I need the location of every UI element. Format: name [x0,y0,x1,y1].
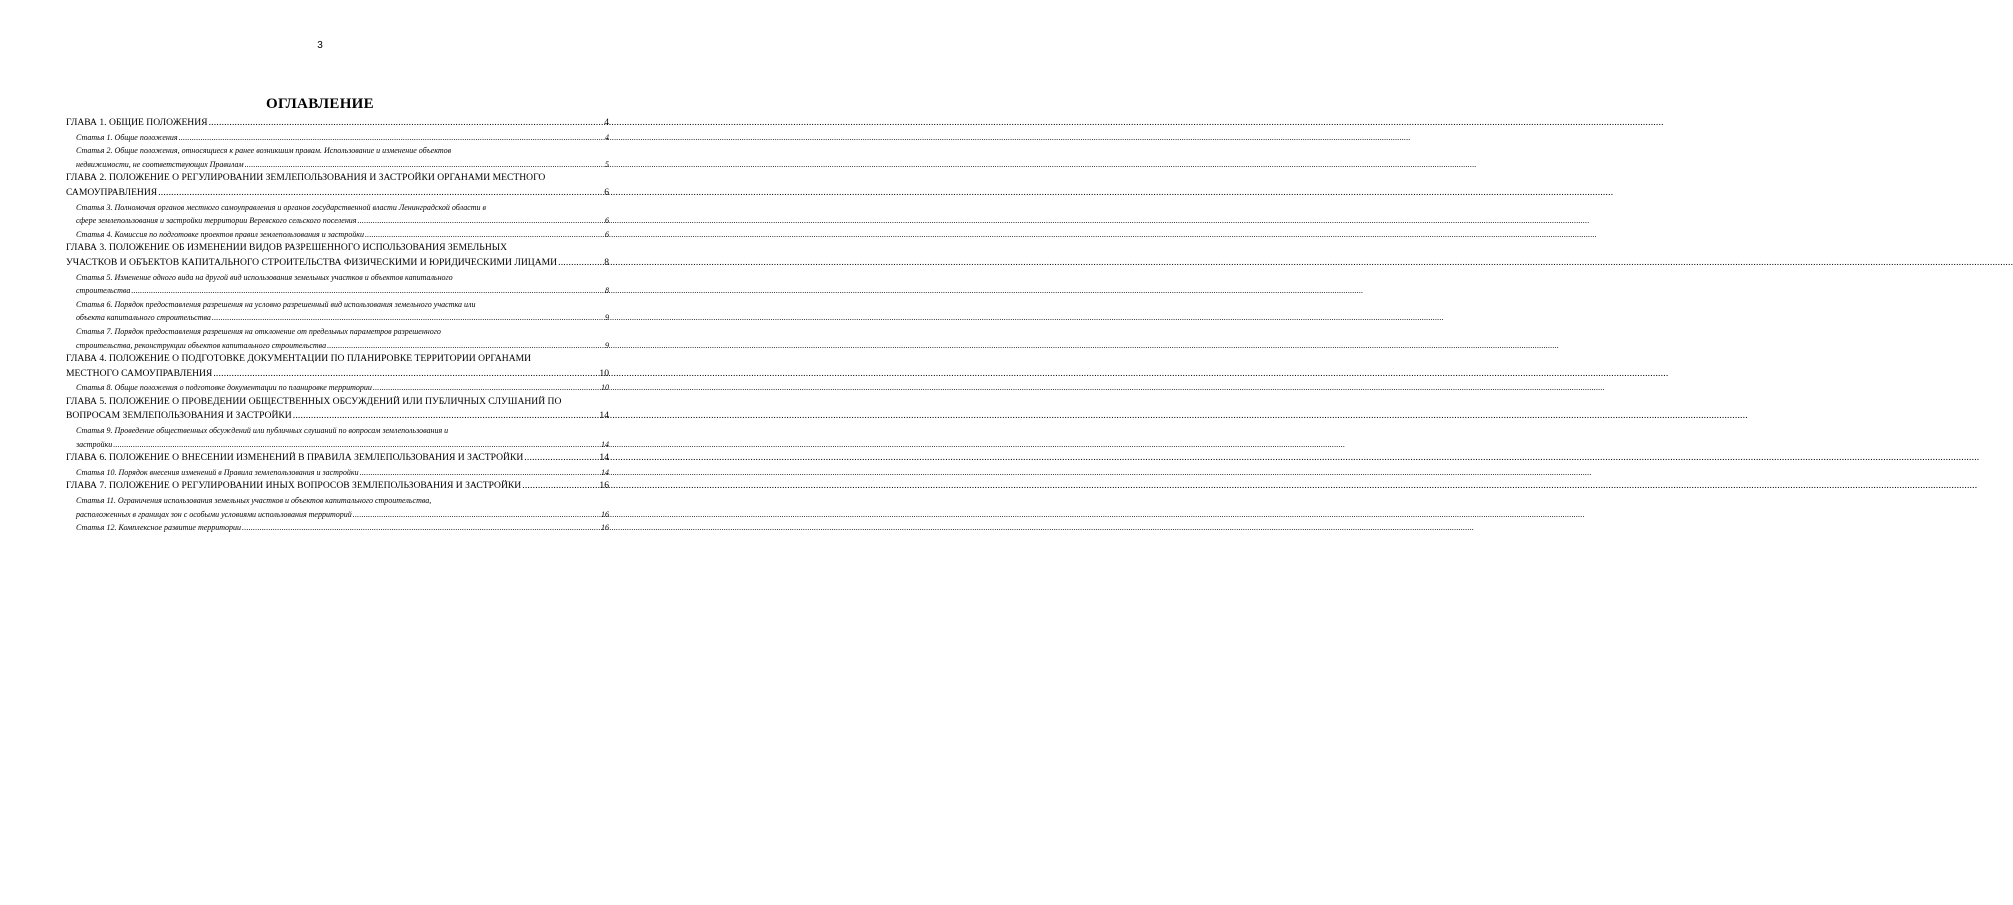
toc-entry-line: ГЛАВА 4. ПОЛОЖЕНИЕ О ПОДГОТОВКЕ ДОКУМЕНТАЦИИ ПО ПЛАНИРОВКЕ ТЕРРИТОРИИ ОРГАНАМИ [66,353,532,365]
toc-page-number: 5 [605,159,609,169]
toc-entry-line: Статья 9. Проведение общественных обсуждений или публичных слушаний по вопросам землепользования и [76,426,449,436]
toc-article-entry[interactable] [66,144,609,171]
dot-leader [242,521,600,535]
toc-chapter-entry[interactable] [66,479,609,494]
toc-chapter-entry[interactable] [66,241,609,270]
toc-entry-line: ГЛАВА 2. ПОЛОЖЕНИЕ О РЕГУЛИРОВАНИИ ЗЕМЛЕПОЛЬЗОВАНИЯ И ЗАСТРОЙКИ ОРГАНАМИ МЕСТНОГО [66,172,546,184]
toc-chapter-entry[interactable] [66,352,609,381]
toc-entry-line: Статья 3. Полномочия органов местного самоуправления и органов государственной власти Ленинградской области в [76,202,486,212]
toc-page-number: 4 [605,132,609,142]
toc-article-entry[interactable] [66,466,609,480]
toc-entry-line: Статья 7. Порядок предоставления разрешения на отклонение от предельных параметров разрешенного [76,326,441,336]
toc-entry-line: Статья 11. Ограничения использования земельных участков и объектов капитального строительства, [76,496,432,506]
toc-page-number: 6 [605,229,609,239]
dot-leader [212,311,604,325]
toc-page-number: 16 [601,523,609,533]
toc-entry-title: ГЛАВА 6. ПОЛОЖЕНИЕ О ВНЕСЕНИИ ИЗМЕНЕНИЙ В ПРАВИЛА ЗЕМЛЕПОЛЬЗОВАНИЯ И ЗАСТРОЙКИ [66,452,524,464]
toc-page-number: 9 [605,340,609,350]
toc-article-entry[interactable] [66,325,609,352]
toc-page-number: 8 [604,256,609,268]
toc-entry-title: Статья 12. Комплексное развитие территории [76,523,242,533]
dot-leader [373,381,600,395]
toc-article-entry[interactable] [66,298,609,325]
dot-leader [158,186,603,201]
toc-entry-title: расположенных в границах зон с особыми условиями использования территорий [76,509,352,519]
toc-entry-title: УЧАСТКОВ И ОБЪЕКТОВ КАПИТАЛЬНОГО СТРОИТЕЛЬСТВА ФИЗИЧЕСКИМИ И ЮРИДИЧЕСКИМИ ЛИЦАМИ [66,256,558,268]
table-of-contents [66,116,609,535]
dot-leader [213,367,598,382]
dot-leader [327,339,604,353]
toc-entry-title: строительства, реконструкции объектов капитального строительства [76,340,327,350]
toc-entry-title: Статья 4. Комиссия по подготовке проектов правил землепользования и застройки [76,229,364,239]
toc-title: ОГЛАВЛЕНИЕ [266,96,374,112]
toc-article-entry[interactable] [66,271,609,298]
toc-article-entry[interactable] [66,201,609,228]
toc-entry-title: объекта капитального строительства [76,313,211,323]
toc-entry-title: САМОУПРАВЛЕНИЯ [66,186,158,198]
toc-page-number: 14 [599,410,609,422]
page-number: 3 [317,40,323,51]
toc-page-number: 14 [601,467,609,477]
toc-entry-title: застройки [76,439,113,449]
toc-page-number: 8 [605,286,609,296]
toc-entry-title: ВОПРОСАМ ЗЕМЛЕПОЛЬЗОВАНИЯ И ЗАСТРОЙКИ [66,410,292,422]
toc-page-number: 6 [604,186,609,198]
dot-leader [558,256,603,271]
toc-article-entry[interactable] [66,131,609,145]
toc-entry-title: МЕСТНОГО САМОУПРАВЛЕНИЯ [66,367,213,379]
toc-page-number: 9 [605,313,609,323]
toc-article-entry[interactable] [66,494,609,521]
toc-article-entry[interactable] [66,228,609,242]
dot-leader [365,228,604,242]
dot-leader [113,438,600,452]
dot-leader [293,409,599,424]
toc-page-number: 10 [599,367,609,379]
toc-chapter-entry[interactable] [66,171,609,200]
toc-entry-line: ГЛАВА 5. ПОЛОЖЕНИЕ О ПРОВЕДЕНИИ ОБЩЕСТВЕННЫХ ОБСУЖДЕНИЙ ИЛИ ПУБЛИЧНЫХ СЛУШАНИЙ ПО [66,395,562,407]
toc-entry-title: строительства [76,286,131,296]
toc-chapter-entry[interactable] [66,395,609,424]
dot-leader [524,451,598,466]
toc-entry-title: недвижимости, не соответствующих Правилам [76,159,244,169]
toc-page-number: 10 [601,383,609,393]
toc-entry-title: Статья 8. Общие положения о подготовке документации по планировке территории [76,383,372,393]
toc-article-entry[interactable] [66,424,609,451]
toc-article-entry[interactable] [66,521,609,535]
toc-entry-title: ГЛАВА 7. ПОЛОЖЕНИЕ О РЕГУЛИРОВАНИИ ИНЫХ ВОПРОСОВ ЗЕМЛЕПОЛЬЗОВАНИЯ И ЗАСТРОЙКИ [66,480,522,492]
toc-entry-title: Статья 10. Порядок внесения изменений в Правила землепользования и застройки [76,467,359,477]
dot-leader [179,131,604,145]
dot-leader [522,479,598,494]
toc-chapter-entry[interactable] [66,116,609,131]
toc-entry-line: Статья 6. Порядок предоставления разрешения на условно разрешенный вид использования земельного участка или [76,299,476,309]
dot-leader [360,466,600,480]
dot-leader [209,116,604,131]
toc-page-number: 14 [599,452,609,464]
toc-entry-line: ГЛАВА 3. ПОЛОЖЕНИЕ ОБ ИЗМЕНЕНИИ ВИДОВ РАЗРЕШЕННОГО ИСПОЛЬЗОВАНИЯ ЗЕМЕЛЬНЫХ [66,242,508,254]
toc-page-number: 14 [601,439,609,449]
toc-entry-line: Статья 2. Общие положения, относящиеся к ранее возникшим правам. Использование и изменение объектов [76,146,452,156]
toc-entry-title: сфере землепользования и застройки территории Веревского сельского поселения [76,216,357,226]
toc-entry-line: Статья 5. Изменение одного вида на другой вид использования земельных участков и объектов капитального [76,272,453,282]
toc-chapter-entry[interactable] [66,451,609,466]
toc-entry-title: Статья 1. Общие положения [76,132,178,142]
dot-leader [245,158,604,172]
toc-page-number: 6 [605,216,609,226]
toc-page-number: 16 [601,509,609,519]
dot-leader [131,284,604,298]
toc-page-number: 16 [599,480,609,492]
dot-leader [358,214,604,228]
toc-page-number: 4 [604,117,609,128]
toc-article-entry[interactable] [66,381,609,395]
dot-leader [353,508,600,522]
toc-entry-title: ГЛАВА 1. ОБЩИЕ ПОЛОЖЕНИЯ [66,117,208,128]
